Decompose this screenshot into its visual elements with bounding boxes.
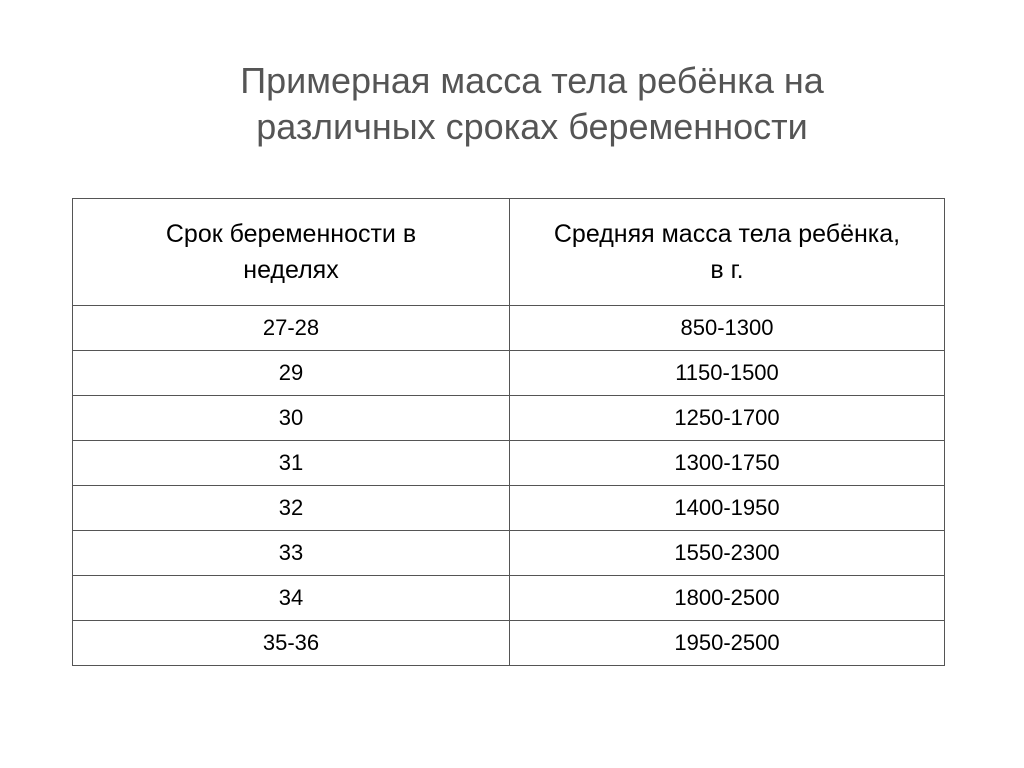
cell-mass: 1550-2300 bbox=[510, 531, 945, 576]
page-title-line-1: Примерная масса тела ребёнка на bbox=[240, 60, 824, 101]
table-row bbox=[73, 306, 945, 351]
cell-mass: 1300-1750 bbox=[510, 441, 945, 486]
header-weeks bbox=[73, 199, 510, 306]
header-weeks-line-2: неделях bbox=[243, 256, 339, 284]
cell-mass: 1400-1950 bbox=[510, 486, 945, 531]
page-title bbox=[0, 58, 1024, 150]
table-row bbox=[73, 486, 945, 531]
weight-table bbox=[72, 198, 945, 666]
table-row bbox=[73, 351, 945, 396]
cell-mass: 1950-2500 bbox=[510, 621, 945, 666]
cell-weeks: 34 bbox=[73, 576, 510, 621]
header-weeks-line-1: Срок беременности в bbox=[165, 220, 417, 248]
cell-mass: 1800-2500 bbox=[510, 576, 945, 621]
header-mass-line-2: в г. bbox=[710, 256, 744, 284]
cell-weeks: 29 bbox=[73, 351, 510, 396]
cell-weeks: 27-28 bbox=[73, 306, 510, 351]
header-mass-line-1: Средняя масса тела ребёнка, bbox=[553, 220, 901, 248]
table-row bbox=[73, 441, 945, 486]
cell-mass: 1250-1700 bbox=[510, 396, 945, 441]
cell-weeks: 31 bbox=[73, 441, 510, 486]
table-row bbox=[73, 576, 945, 621]
table-row bbox=[73, 531, 945, 576]
header-mass bbox=[510, 199, 945, 306]
table-row bbox=[73, 621, 945, 666]
cell-weeks: 32 bbox=[73, 486, 510, 531]
table-header-row bbox=[73, 199, 945, 306]
cell-weeks: 30 bbox=[73, 396, 510, 441]
cell-mass: 1150-1500 bbox=[510, 351, 945, 396]
cell-weeks: 35-36 bbox=[73, 621, 510, 666]
page-title-line-2: различных сроках беременности bbox=[256, 106, 808, 147]
cell-weeks: 33 bbox=[73, 531, 510, 576]
table-row bbox=[73, 396, 945, 441]
cell-mass: 850-1300 bbox=[510, 306, 945, 351]
